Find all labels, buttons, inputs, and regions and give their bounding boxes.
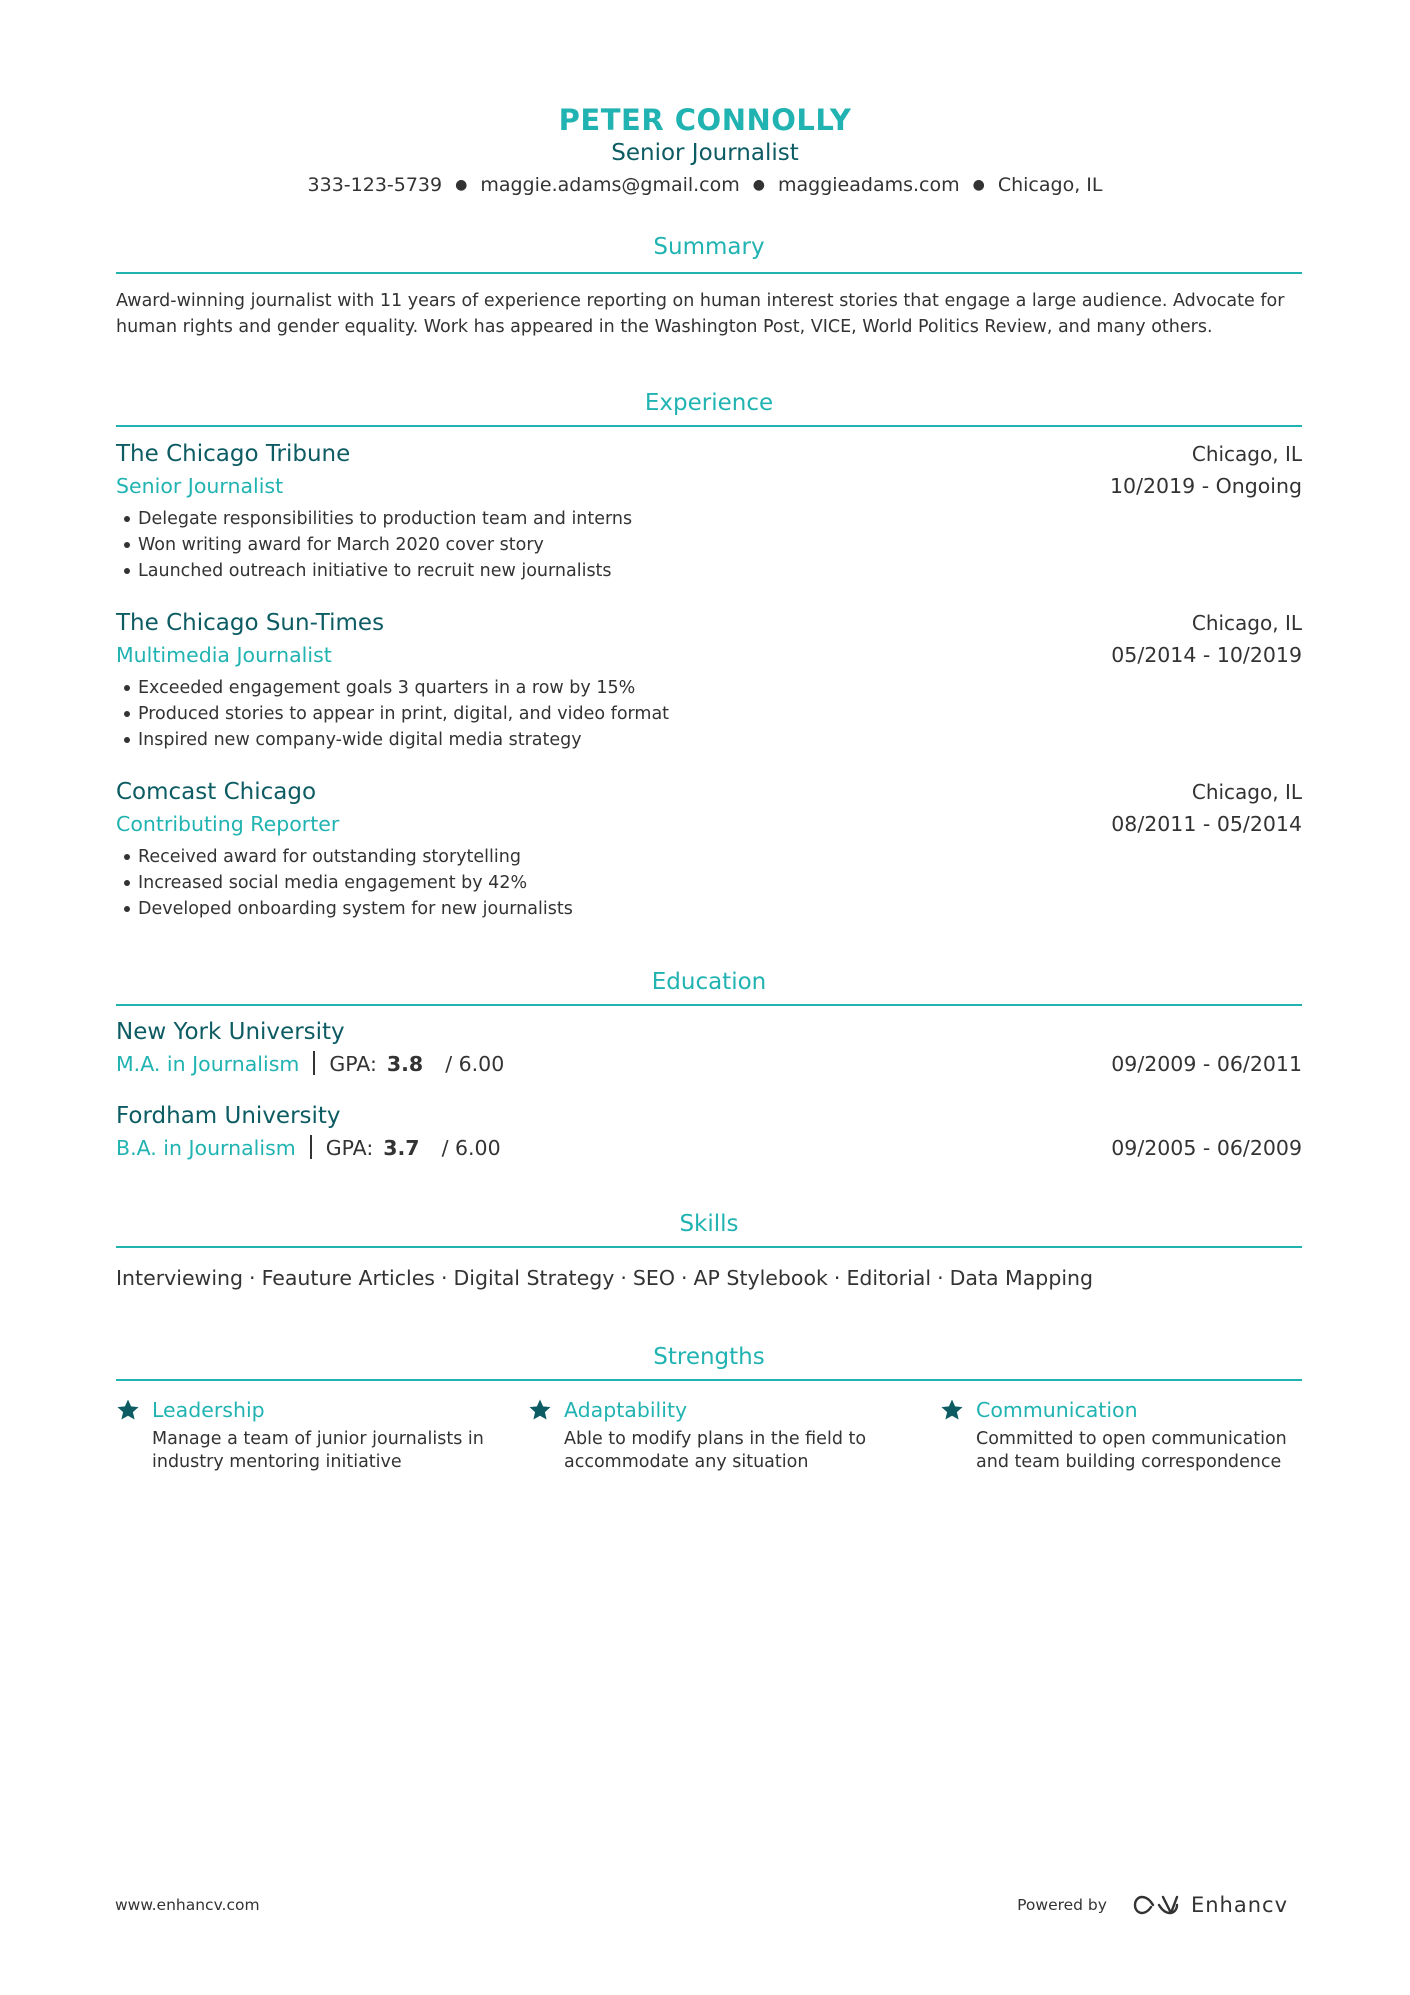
gpa-value: 3.7: [383, 1136, 420, 1160]
list-item: Won writing award for March 2020 cover story: [116, 532, 1302, 558]
list-item: Inspired new company-wide digital media strategy: [116, 727, 1302, 753]
section-divider: [116, 1379, 1302, 1381]
list-item: Launched outreach initiative to recruit new journalists: [116, 558, 1302, 584]
job-title: Senior Journalist: [116, 474, 284, 498]
skill-separator: ·: [833, 1266, 841, 1290]
company-name: The Chicago Sun-Times: [116, 610, 385, 636]
contact-line: [0, 171, 1410, 199]
skill-separator: ·: [681, 1266, 688, 1290]
divider-bar: [313, 1051, 315, 1075]
skill-item: Digital Strategy: [453, 1266, 615, 1290]
job-title: Contributing Reporter: [116, 812, 340, 836]
strength-title: Communication: [976, 1398, 1138, 1422]
description-line: Committed to open communication: [976, 1429, 1287, 1449]
job-location: Chicago, IL: [1191, 442, 1302, 466]
brand-name[interactable]: Enhancv: [1190, 1893, 1288, 1917]
section-title-experience: Experience: [644, 390, 774, 416]
section-title-summary: Summary: [653, 234, 765, 260]
contact-location: Chicago, IL: [997, 174, 1103, 196]
company-name: The Chicago Tribune: [116, 441, 351, 467]
section-divider: [116, 1004, 1302, 1006]
degree-line: [116, 1048, 504, 1080]
skill-item: Interviewing: [116, 1266, 244, 1290]
contact-phone: 333-123-5739: [307, 174, 443, 196]
section-title-skills: Skills: [679, 1211, 739, 1237]
job-location: Chicago, IL: [1191, 780, 1302, 804]
description-line: Able to modify plans in the field to: [564, 1429, 867, 1449]
school-name: Fordham University: [116, 1103, 341, 1129]
contact-website[interactable]: maggieadams.com: [778, 174, 960, 196]
school-name: New York University: [116, 1019, 345, 1045]
separator-dot: ●: [972, 177, 985, 193]
job-bullets: [116, 675, 1302, 753]
section-title-education: Education: [651, 969, 767, 995]
skill-item: SEO: [632, 1266, 675, 1290]
skill-separator: ·: [620, 1266, 627, 1290]
list-item: Received award for outstanding storytelling: [116, 844, 1302, 870]
description-line: accommodate any situation: [564, 1452, 809, 1472]
candidate-role: Senior Journalist: [611, 140, 799, 166]
description-line: and team building correspondence: [976, 1452, 1282, 1472]
list-item: Exceeded engagement goals 3 quarters in a row by 15%: [116, 675, 1302, 701]
divider-bar: [310, 1135, 312, 1159]
job-bullets: [116, 506, 1302, 584]
experience-entry: [116, 438, 1302, 584]
skill-item: Data Mapping: [949, 1266, 1094, 1290]
strength-description: [152, 1428, 506, 1474]
section-divider: [116, 1246, 1302, 1248]
strength-item: [116, 1394, 506, 1474]
gpa-label: GPA:: [329, 1052, 377, 1076]
summary-text: Award-winning journalist with 11 years of experience reporting on human interest stories that engage a large audience. Advocate for human rights and gender equality. Work has appeared in the Washington Post, VICE, World Politics Review, and many others.: [116, 291, 1285, 337]
degree-name: B.A. in Journalism: [116, 1136, 296, 1160]
education-dates: 09/2005 - 06/2009: [1111, 1136, 1302, 1160]
star-icon: [528, 1398, 552, 1422]
job-dates: 05/2014 - 10/2019: [1111, 643, 1302, 667]
section-title-strengths: Strengths: [653, 1344, 765, 1370]
strength-item: [528, 1394, 918, 1474]
gpa-max: / 6.00: [441, 1136, 501, 1160]
strength-description: [976, 1428, 1330, 1474]
description-line: industry mentoring initiative: [152, 1452, 402, 1472]
skill-item: Feauture Articles: [261, 1266, 435, 1290]
candidate-name: PETER CONNOLLY: [558, 103, 852, 137]
footer-website[interactable]: www.enhancv.com: [115, 1896, 260, 1914]
list-item: Delegate responsibilities to production team and interns: [116, 506, 1302, 532]
degree-name: M.A. in Journalism: [116, 1052, 300, 1076]
job-dates: 08/2011 - 05/2014: [1111, 812, 1302, 836]
company-name: Comcast Chicago: [116, 779, 317, 805]
separator-dot: ●: [752, 177, 765, 193]
job-location: Chicago, IL: [1191, 611, 1302, 635]
list-item: Produced stories to appear in print, digital, and video format: [116, 701, 1302, 727]
gpa-max: / 6.00: [445, 1052, 505, 1076]
description-line: Manage a team of junior journalists in: [152, 1429, 484, 1449]
skill-item: Editorial: [846, 1266, 932, 1290]
contact-email[interactable]: maggie.adams@gmail.com: [480, 174, 740, 196]
section-divider: [116, 272, 1302, 274]
section-divider: [116, 425, 1302, 427]
powered-by-label: Powered by: [1017, 1896, 1107, 1914]
strength-description: [564, 1428, 918, 1474]
experience-entry: [116, 607, 1302, 753]
strength-title: Adaptability: [564, 1398, 688, 1422]
skills-list: [116, 1262, 1302, 1294]
gpa-value: 3.8: [386, 1052, 424, 1076]
star-icon: [116, 1398, 140, 1422]
degree-line: [116, 1132, 501, 1164]
footer-branding: [1017, 1890, 1288, 1920]
star-icon: [940, 1398, 964, 1422]
job-title: Multimedia Journalist: [116, 643, 332, 667]
experience-entry: [116, 776, 1302, 922]
list-item: Developed onboarding system for new journalists: [116, 896, 1302, 922]
enhancv-logo-icon: [1133, 1892, 1179, 1918]
education-dates: 09/2009 - 06/2011: [1111, 1052, 1302, 1076]
resume-header: [0, 100, 1410, 199]
skill-separator: ·: [937, 1266, 944, 1290]
skill-separator: ·: [440, 1266, 448, 1290]
education-entry: [116, 1100, 1302, 1164]
separator-dot: ●: [455, 177, 468, 193]
job-bullets: [116, 844, 1302, 922]
strength-title: Leadership: [152, 1398, 265, 1422]
list-item: Increased social media engagement by 42%: [116, 870, 1302, 896]
skill-separator: ·: [249, 1266, 256, 1290]
skill-item: AP Stylebook: [693, 1266, 828, 1290]
strength-item: [940, 1394, 1330, 1474]
job-dates: 10/2019 - Ongoing: [1110, 474, 1302, 498]
education-entry: [116, 1016, 1302, 1080]
gpa-label: GPA:: [325, 1136, 374, 1160]
